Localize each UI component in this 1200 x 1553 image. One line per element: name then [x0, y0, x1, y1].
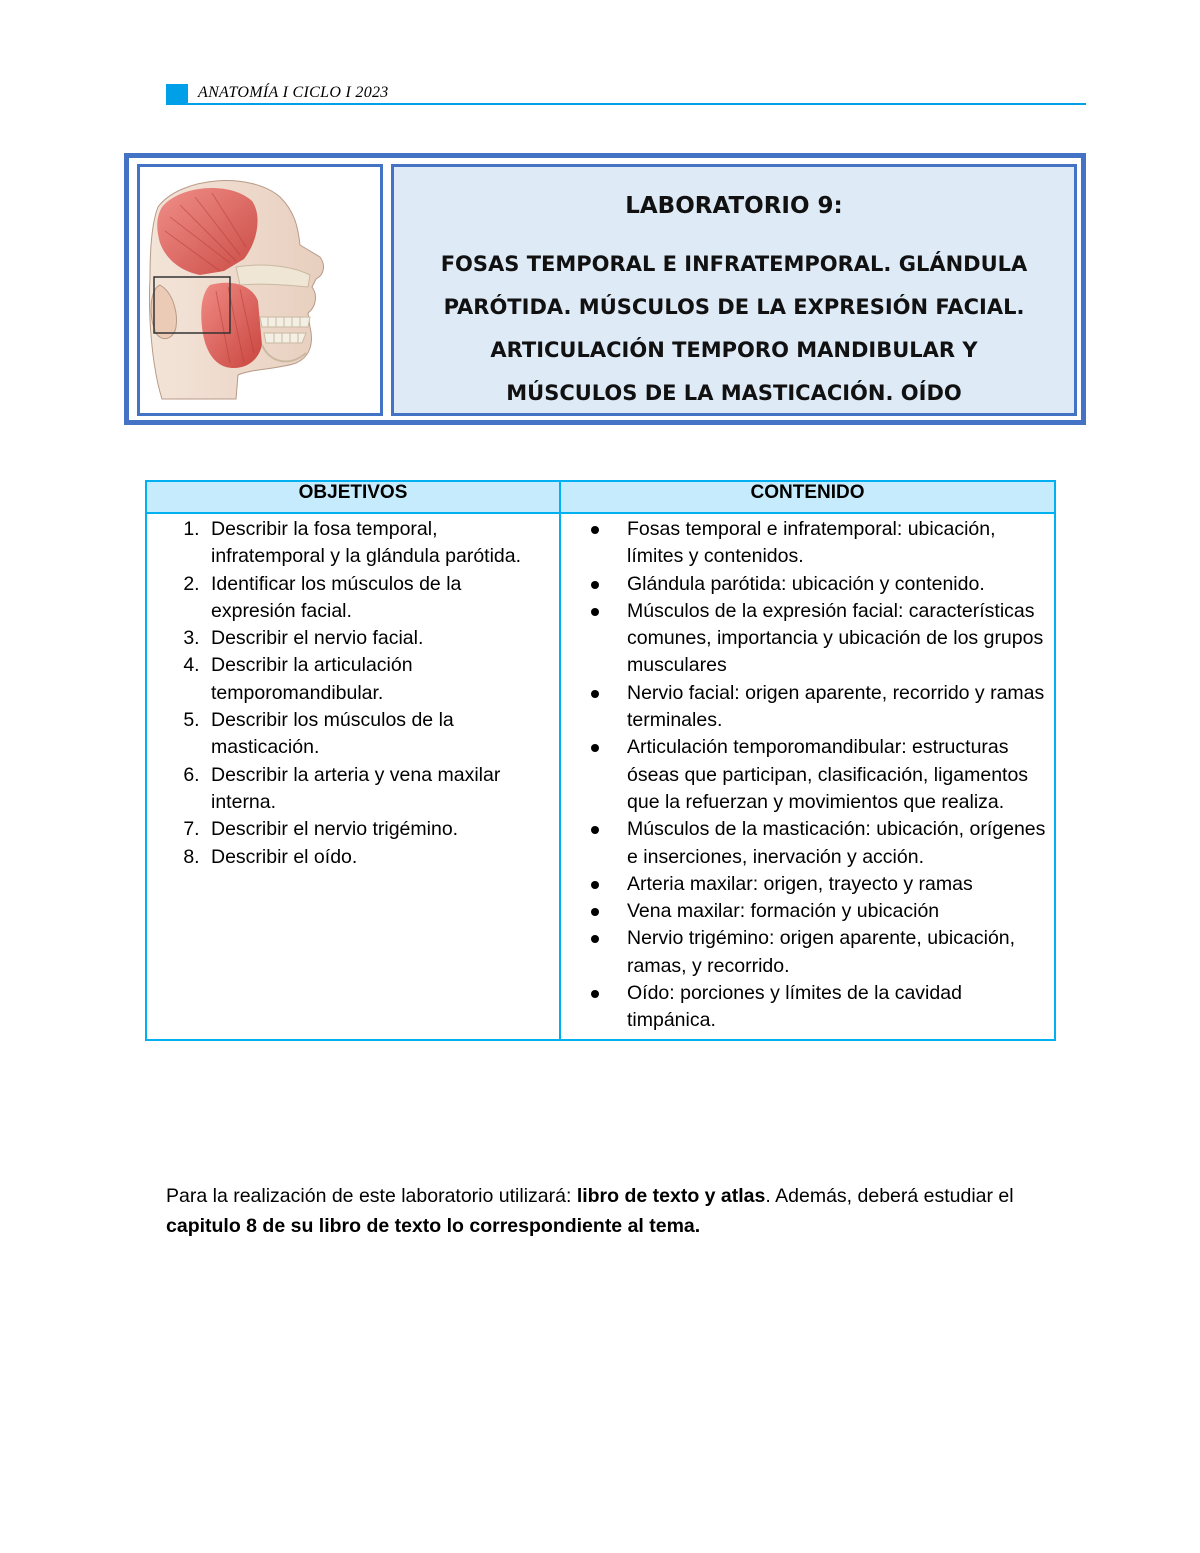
list-item: Nervio facial: origen aparente, recorrido y ramas terminales.	[619, 680, 1046, 735]
subtitle-line: MÚSCULOS DE LA MASTICACIÓN. OÍDO	[506, 381, 962, 405]
objetivos-cell	[146, 513, 560, 1040]
title-cell	[391, 164, 1077, 416]
list-item: Oído: porciones y límites de la cavidad timpánica.	[619, 980, 1046, 1035]
list-item: 2. Identificar los músculos de la expresión facial.	[205, 571, 551, 626]
header-objetivos: OBJETIVOS	[146, 481, 560, 513]
contenido-list	[567, 516, 1046, 1035]
title-box	[124, 153, 1086, 425]
list-item: 4. Describir la articulación temporomandibular.	[205, 652, 551, 707]
table-row	[146, 513, 1055, 1040]
list-item: Músculos de la expresión facial: características comunes, importancia y ubicación de los grupos musculares	[619, 598, 1046, 680]
list-item: 7. Describir el nervio trigémino.	[205, 816, 551, 843]
list-item: 5. Describir los músculos de la masticación.	[205, 707, 551, 762]
list-item: Fosas temporal e infratemporal: ubicación, límites y contenidos.	[619, 516, 1046, 571]
contenido-cell	[560, 513, 1055, 1040]
list-item: Articulación temporomandibular: estructuras óseas que participan, clasificación, ligamentos que la refuerzan y movimientos que realiza.	[619, 734, 1046, 816]
subtitle-line: ARTICULACIÓN TEMPORO MANDIBULAR Y	[490, 338, 978, 362]
list-item: Músculos de la masticación: ubicación, orígenes e inserciones, inervación y acción.	[619, 816, 1046, 871]
note-bold: capitulo 8 de su libro de texto lo correspondiente al tema.	[166, 1214, 701, 1237]
note-text: . Además, deberá estudiar el	[765, 1184, 1014, 1207]
objetivos-list	[153, 516, 551, 871]
instructions-paragraph	[166, 1181, 1066, 1241]
subtitle-line: PARÓTIDA. MÚSCULOS DE LA EXPRESIÓN FACIAL.	[443, 295, 1025, 319]
note-text: Para la realización de este laboratorio utilizará:	[166, 1184, 577, 1207]
list-item: Arteria maxilar: origen, trayecto y ramas	[619, 871, 1046, 898]
list-item: Vena maxilar: formación y ubicación	[619, 898, 1046, 925]
list-item: 6. Describir la arteria y vena maxilar interna.	[205, 762, 551, 817]
list-item: Glándula parótida: ubicación y contenido.	[619, 571, 1046, 598]
header-rule	[166, 103, 1086, 105]
head-muscles-illustration	[140, 167, 380, 413]
list-item: Nervio trigémino: origen aparente, ubicación, ramas, y recorrido.	[619, 925, 1046, 980]
list-item: 8. Describir el oído.	[205, 844, 551, 871]
objectives-content-table	[145, 480, 1056, 1041]
table-header-row	[146, 481, 1055, 513]
lab-title: LABORATORIO 9:	[625, 193, 843, 219]
running-header: ANATOMÍA I CICLO I 2023	[198, 84, 389, 101]
header-contenido: CONTENIDO	[560, 481, 1055, 513]
header-accent-square	[166, 84, 188, 104]
anatomy-image-cell	[137, 164, 383, 416]
list-item: 1. Describir la fosa temporal, infratemporal y la glándula parótida.	[205, 516, 551, 571]
lab-subtitle	[404, 243, 1064, 415]
list-item: 3. Describir el nervio facial.	[205, 625, 551, 652]
note-bold: libro de texto y atlas	[576, 1184, 766, 1207]
subtitle-line: FOSAS TEMPORAL E INFRATEMPORAL. GLÁNDULA	[440, 252, 1028, 276]
